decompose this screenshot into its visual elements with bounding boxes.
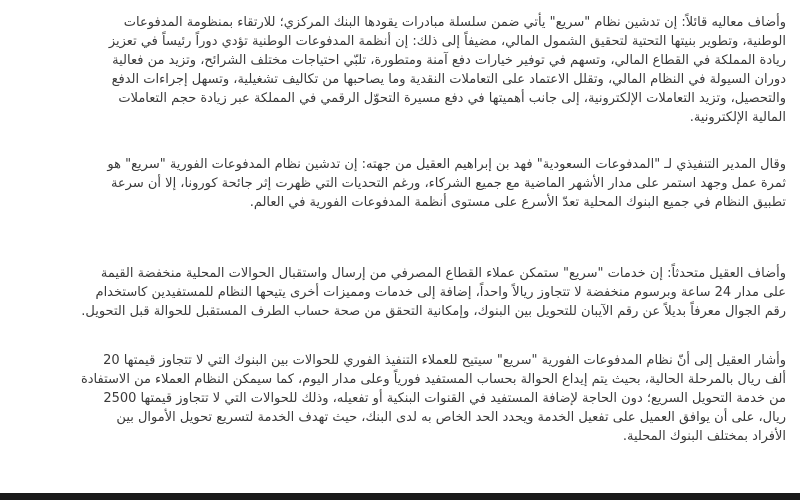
paragraph-line: ريادة المملكة في القطاع المالي، وتسهم في توفير خيارات دفع آمنة ومتطورة، تلبّي احتياجات مختلف الشرائح، وتزيد من فعالية — [112, 53, 786, 68]
bottom-edge-bar — [0, 493, 800, 500]
paragraph-line: من خدمة التحويل السريع؛ دون الحاجة لإضافة المستفيد في القنوات البنكية أو تفعيله، وذلك للحوالات التي لا تتجاوز قيمتها 2500 — [103, 391, 786, 406]
paragraph-line: ألف ريال بالمرحلة الحالية، بحيث يتم إيداع الحوالة بحساب المستفيد فورياً وعلى مدار اليوم، كما سيمكن النظام العملاء من الاستفادة — [80, 372, 786, 387]
paragraph-line: على مدار 24 ساعة وبرسوم منخفضة لا تتجاوز ريالاً واحداً، إضافة إلى خدمات ومميزات أخرى يتيحها النظام للمستفيدين كاستخدام — [95, 285, 786, 300]
paragraph-line: وأضاف العقيل متحدثاً: إن خدمات "سريع" ستمكن عملاء القطاع المصرفي من إرسال واستقبال الحوالات المحلية منخفضة القيمة — [100, 266, 786, 281]
paragraph-line: ريال، على أن يوافق العميل على تفعيل الخدمة ويحدد الحد الخاص به لدى البنك، حيث تهدف الخدمة لتسريع تحويل الأموال بين — [116, 410, 786, 425]
article-paragraph — [81, 264, 786, 321]
paragraph-line: الأفراد بمختلف البنوك المحلية. — [622, 429, 786, 444]
paragraph-line: وقال المدير التنفيذي لـ "المدفوعات السعودية" فهد بن إبراهيم العقيل من جهته: إن تدشين نظام المدفوعات الفورية "سريع" هو — [107, 157, 786, 172]
paragraph-line: والتحصيل، وتزيد التعاملات الإلكترونية، إلى جانب أهميتها في دفع مسيرة التحوّل الرقمي في المملكة عبر زيادة حجم التعاملات — [118, 91, 786, 106]
article-paragraph — [107, 155, 786, 212]
paragraph-line: وأشار العقيل إلى أنّ نظام المدفوعات الفورية "سريع" سيتيح للعملاء التنفيذ الفوري للحوالات بين البنوك التي لا تتجاوز قيمتها 20 — [103, 353, 786, 368]
paragraph-line: رقم الجوال معرفاً بديلاً عن رقم الآيبان للتحويل بين البنوك، وإمكانية التحقق من صحة حساب الطرف المستقبل للحوالة قبل التحويل. — [81, 304, 786, 319]
article-paragraph — [109, 13, 786, 127]
paragraph-line: المالية الإلكترونية. — [689, 110, 786, 125]
paragraph-line: دوران السيولة في النظام المالي، وتقلل الاعتماد على التعاملات النقدية وما يصاحبها من تكاليف تشغيلية، وتسهل إجراءات الدفع — [111, 72, 786, 87]
article-paragraph — [81, 351, 786, 446]
paragraph-line: تطبيق النظام في جميع البنوك المحلية تعدّ الأسرع على مستوى أنظمة المدفوعات الفورية في العالم. — [249, 195, 786, 210]
paragraph-line: وأضاف معاليه قائلاً: إن تدشين نظام "سريع" يأتي ضمن سلسلة مبادرات يقودها البنك المركزي؛ للارتقاء بمنظومة المدفوعات — [123, 15, 786, 30]
paragraph-line: ثمرة عمل وجهد استمر على مدار الأشهر الماضية مع جميع الشركاء، ورغم التحديات التي ظهرت إثر جائحة كورونا، إلا أن سرعة — [110, 176, 786, 191]
paragraph-line: الوطنية، وتطوير بنيتها التحتية لتحقيق الشمول المالي، مضيفاً إلى ذلك: إن أنظمة المدفوعات الوطنية تؤدي دوراً رئيساً في تعزيز — [108, 34, 786, 49]
